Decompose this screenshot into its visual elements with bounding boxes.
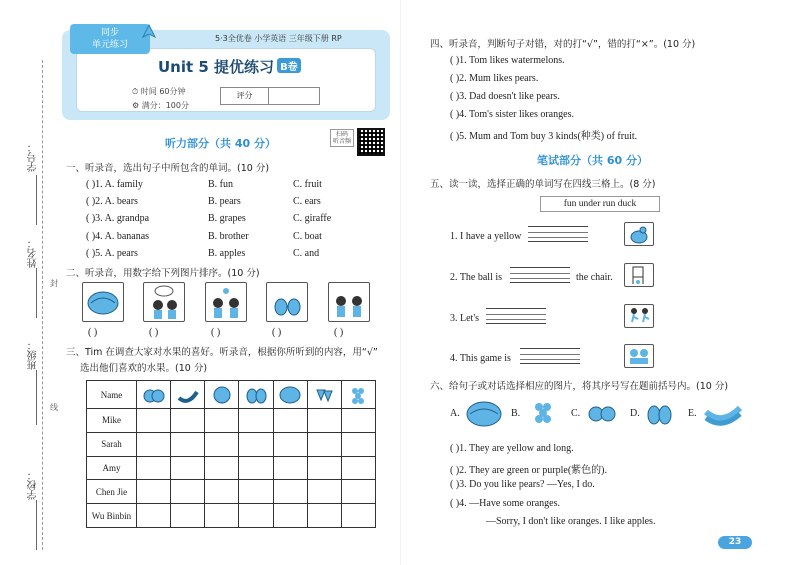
- q5-writing-lines-3[interactable]: [486, 308, 546, 324]
- q1-row3-b: B. grapes: [208, 213, 246, 224]
- grapes-icon: [341, 381, 375, 409]
- q2-heading: 二、听录音，用数字给下列图片排序。(10 分): [66, 268, 260, 279]
- q1-row4-a[interactable]: ( )4. A. bananas: [86, 231, 150, 242]
- margin-label-class: 班级：: [28, 340, 39, 370]
- margin-cut-mark: 线: [50, 403, 58, 412]
- q1-row3-c: C. giraffe: [293, 213, 332, 224]
- pear-icon: [643, 398, 675, 428]
- table-cell[interactable]: [239, 480, 273, 504]
- center-fold: [400, 0, 401, 565]
- chair-icon: [625, 264, 653, 286]
- table-cell[interactable]: [205, 432, 239, 456]
- q6-item-2[interactable]: ( )2. They are green or purple(紫色的).: [450, 465, 607, 476]
- q4-item-4[interactable]: ( )4. Tom's sister likes oranges.: [450, 109, 574, 120]
- table-cell[interactable]: [273, 456, 307, 480]
- picture-kids-thinking: [143, 282, 185, 322]
- q5-writing-lines-2[interactable]: [510, 267, 570, 283]
- q6-item-4-reply: —Sorry, I don't like oranges. I like apples.: [486, 516, 656, 527]
- table-row-name: Chen Jie: [87, 480, 137, 504]
- q1-row5-a[interactable]: ( )5. A. pears: [86, 248, 138, 259]
- table-cell[interactable]: [137, 480, 171, 504]
- pear-icon: [239, 381, 273, 409]
- q6-option-c: C.: [571, 408, 581, 419]
- q4-item-2[interactable]: ( )2. Mum likes pears.: [450, 73, 539, 84]
- kid-icon: [144, 283, 184, 321]
- q6-item-4[interactable]: ( )4. —Have some oranges.: [450, 498, 560, 509]
- title-tag: B卷: [277, 58, 301, 73]
- q1-row5-b: B. apples: [208, 248, 246, 259]
- q6-item-1[interactable]: ( )1. They are yellow and long.: [450, 443, 574, 454]
- table-cell[interactable]: [273, 409, 307, 433]
- table-cell[interactable]: [239, 409, 273, 433]
- picture-pears: [266, 282, 308, 322]
- q2-answer-1[interactable]: ( ): [88, 327, 98, 338]
- orange-icon: [205, 381, 239, 409]
- q4-item-5[interactable]: ( )5. Mum and Tom buy 3 kinds(种类) of fruit.: [450, 131, 638, 142]
- sync-badge: 同步 单元练习: [70, 24, 150, 54]
- table-cell[interactable]: [307, 456, 341, 480]
- picture-kids-game: [624, 344, 654, 368]
- q5-sentence-2a: 2. The ball is: [450, 272, 503, 283]
- score-box[interactable]: [220, 87, 320, 105]
- table-cell[interactable]: [341, 409, 375, 433]
- picture-kids-grapes: [205, 282, 247, 322]
- table-row-name: Wu Binbin: [87, 504, 137, 528]
- table-cell[interactable]: [341, 480, 375, 504]
- q1-row1-c: C. fruit: [293, 179, 322, 190]
- q3-heading-line1: 三、Tim 在调查大家对水果的喜好。听录音，根据你所听到的内容，用“√”: [66, 347, 378, 358]
- run-icon: [625, 305, 653, 327]
- q5-writing-lines-1[interactable]: [528, 226, 588, 242]
- q1-heading: 一、听录音，选出句子中所包含的单词。(10 分): [66, 163, 270, 174]
- table-cell[interactable]: [137, 504, 171, 528]
- score-label: 评分: [221, 88, 269, 104]
- q6-option-b: B.: [511, 408, 521, 419]
- q2-answer-3[interactable]: ( ): [211, 327, 221, 338]
- q6-item-3[interactable]: ( )3. Do you like pears? —Yes, I do.: [450, 479, 595, 490]
- q1-row2-b: B. pears: [208, 196, 241, 207]
- picture-chair-ball: [624, 263, 654, 287]
- fruit-survey-table: [86, 380, 376, 528]
- watermelon-icon: [273, 381, 307, 409]
- table-cell[interactable]: [307, 504, 341, 528]
- table-cell[interactable]: [137, 432, 171, 456]
- margin-label-school: 学校：: [28, 470, 39, 500]
- q1-row1-b: B. fun: [208, 179, 233, 190]
- table-cell[interactable]: [341, 504, 375, 528]
- orange-icon: [585, 400, 619, 428]
- qr-code-icon[interactable]: [357, 128, 385, 156]
- table-cell[interactable]: [171, 504, 205, 528]
- rocket-icon: [140, 22, 158, 40]
- q1-row4-b: B. brother: [208, 231, 249, 242]
- watermelon-icon: [464, 396, 504, 430]
- strawberry-icon: [307, 381, 341, 409]
- watermelon-icon: [83, 283, 123, 321]
- q1-row3-a[interactable]: ( )3. A. grandpa: [86, 213, 150, 224]
- time-info: ⏱ 时间 60分钟: [132, 87, 186, 96]
- table-cell[interactable]: [205, 504, 239, 528]
- listening-section-title: 听力部分（共 40 分）: [165, 137, 276, 150]
- q2-answer-2[interactable]: ( ): [149, 327, 159, 338]
- duck-icon: [625, 223, 653, 245]
- q3-heading-line2: 选出他们喜欢的水果。(10 分): [80, 363, 208, 374]
- q6-heading: 六、给句子或对话选择相应的图片，将其序号写在题前括号内。(10 分): [430, 381, 729, 392]
- picture-watermelon: [82, 282, 124, 322]
- word-bank: fun under run duck: [540, 196, 660, 212]
- table-cell[interactable]: [205, 456, 239, 480]
- table-cell[interactable]: [307, 432, 341, 456]
- table-cell[interactable]: [171, 409, 205, 433]
- table-cell[interactable]: [239, 504, 273, 528]
- q4-item-3[interactable]: ( )3. Dad doesn't like pears.: [450, 91, 560, 102]
- page-title: Unit 5 提优练习 B卷: [158, 56, 301, 77]
- kid-icon: [329, 283, 369, 321]
- table-cell[interactable]: [205, 409, 239, 433]
- margin-label-name: 姓名：: [28, 238, 39, 268]
- picture-kids-running: [624, 304, 654, 328]
- apple-icon: [137, 381, 171, 409]
- qr-label: 扫码 听音频: [330, 129, 354, 147]
- banana-icon: [171, 381, 205, 409]
- q5-sentence-1: 1. I have a yellow: [450, 231, 522, 242]
- q4-heading: 四、听录音，判断句子对错，对的打“√”，错的打“×”。(10 分): [430, 39, 696, 50]
- q4-item-1[interactable]: ( )1. Tom likes watermelons.: [450, 55, 565, 66]
- binding-line: [42, 60, 43, 550]
- game-icon: [625, 345, 653, 367]
- table-row-name: Sarah: [87, 432, 137, 456]
- q1-row4-c: C. boat: [293, 231, 322, 242]
- picture-kids-apples: [328, 282, 370, 322]
- grapes-icon: [528, 398, 558, 428]
- q6-option-a: A.: [450, 408, 460, 419]
- table-cell[interactable]: [341, 456, 375, 480]
- banana-icon: [702, 398, 744, 428]
- margin-blank-name[interactable]: [36, 268, 37, 318]
- q1-row2-c: C. ears: [293, 196, 321, 207]
- table-header-name: Name: [87, 381, 137, 409]
- header-meta: 5·3全优卷 小学英语 三年级下册 RP: [215, 34, 342, 43]
- q5-heading: 五、读一读，选择正确的单词写在四线三格上。(8 分): [430, 179, 656, 190]
- table-cell[interactable]: [341, 432, 375, 456]
- picture-duck: [624, 222, 654, 246]
- q5-sentence-4: 4. This game is: [450, 353, 511, 364]
- q1-row2-a[interactable]: ( )2. A. bears: [86, 196, 138, 207]
- q5-sentence-2b: the chair.: [576, 272, 613, 283]
- table-cell[interactable]: [171, 480, 205, 504]
- table-cell[interactable]: [273, 504, 307, 528]
- table-cell[interactable]: [171, 432, 205, 456]
- table-cell[interactable]: [273, 480, 307, 504]
- table-cell[interactable]: [239, 432, 273, 456]
- writing-section-title: 笔试部分（共 60 分）: [537, 154, 648, 167]
- q1-row1-a[interactable]: ( )1. A. family: [86, 179, 143, 190]
- margin-label-student-id: 学号：: [28, 142, 39, 172]
- full-score-info: ⚙ 满分：100分: [132, 101, 189, 110]
- table-cell[interactable]: [205, 480, 239, 504]
- table-cell[interactable]: [273, 432, 307, 456]
- table-cell[interactable]: [171, 456, 205, 480]
- q2-answer-4[interactable]: ( ): [272, 327, 282, 338]
- table-row-name: Amy: [87, 456, 137, 480]
- margin-blank-school[interactable]: [36, 500, 37, 550]
- kid-icon: [206, 283, 246, 321]
- table-cell[interactable]: [137, 456, 171, 480]
- margin-blank-student-id[interactable]: [36, 175, 37, 225]
- table-cell[interactable]: [307, 409, 341, 433]
- q2-answer-5[interactable]: ( ): [334, 327, 344, 338]
- margin-cut-mark: 封: [50, 279, 58, 288]
- q1-row5-c: C. and: [293, 248, 320, 259]
- q6-option-e: E.: [688, 408, 697, 419]
- table-row-name: Mike: [87, 409, 137, 433]
- q5-writing-lines-4[interactable]: [520, 348, 580, 364]
- page-number: 23: [718, 536, 752, 549]
- q5-sentence-3: 3. Let's: [450, 313, 480, 324]
- q6-option-d: D.: [630, 408, 640, 419]
- table-cell[interactable]: [239, 456, 273, 480]
- margin-blank-class[interactable]: [36, 370, 37, 425]
- pear-icon: [267, 283, 307, 321]
- table-cell[interactable]: [137, 409, 171, 433]
- table-cell[interactable]: [307, 480, 341, 504]
